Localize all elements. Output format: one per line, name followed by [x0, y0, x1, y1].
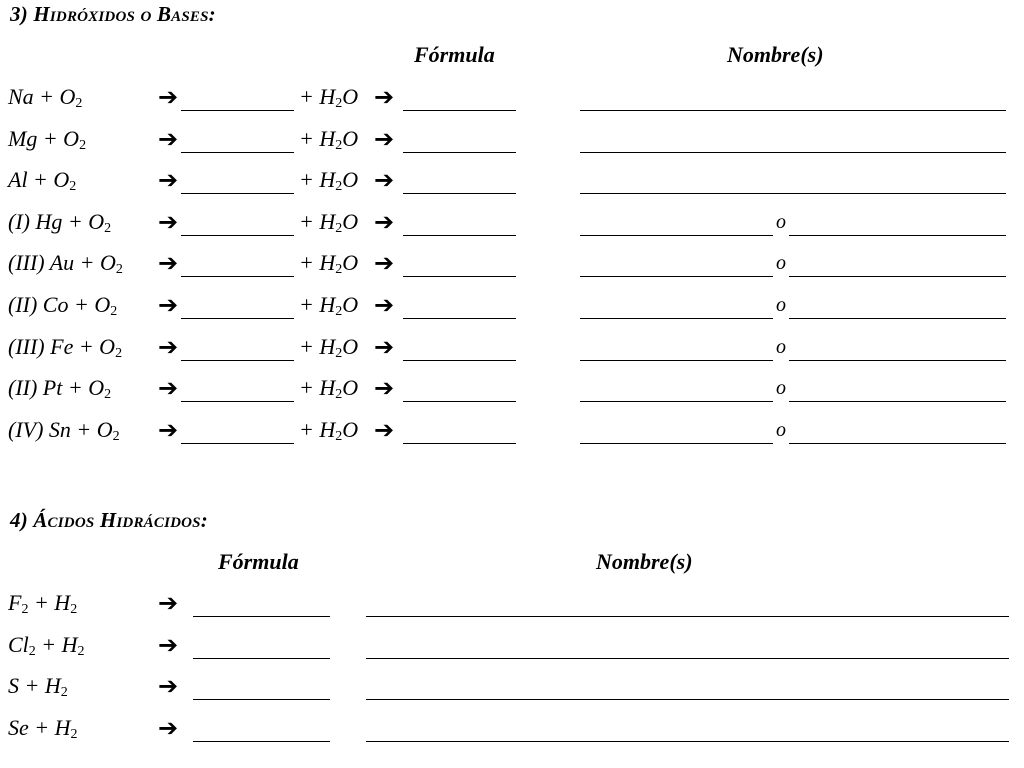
- subscript: 2: [335, 138, 343, 153]
- reactants: [8, 334, 122, 362]
- water-text: + H: [299, 417, 336, 442]
- name-blank[interactable]: [580, 167, 1006, 194]
- oxide-blank[interactable]: [181, 417, 294, 444]
- subscript: 2: [115, 262, 123, 277]
- arrow-icon: ➔: [158, 416, 179, 444]
- water-text: + H: [299, 126, 336, 151]
- subscript: 2: [112, 429, 120, 444]
- water-text: O: [342, 417, 359, 442]
- water-text: + H: [299, 250, 336, 275]
- reaction-row: [0, 126, 1024, 154]
- name-blank[interactable]: [789, 250, 1006, 277]
- reaction-row: [0, 417, 1024, 445]
- subscript: 2: [28, 644, 36, 659]
- name-blank[interactable]: [366, 632, 1009, 659]
- arrow-icon: ➔: [158, 631, 179, 659]
- name-blank[interactable]: [789, 334, 1006, 361]
- subscript: 2: [77, 644, 85, 659]
- subscript: 2: [335, 262, 343, 277]
- or-connector: o: [776, 252, 786, 274]
- reaction-row: [0, 250, 1024, 278]
- subscript: 2: [335, 346, 343, 361]
- water-text: + H: [299, 375, 336, 400]
- water-text: + H: [299, 334, 336, 359]
- subscript: 2: [70, 602, 78, 617]
- oxide-blank[interactable]: [181, 334, 294, 361]
- reactant-text: (II) Pt + O: [8, 375, 105, 400]
- reactant-text: Cl: [8, 632, 29, 657]
- water-text: O: [342, 375, 359, 400]
- name-blank[interactable]: [580, 417, 773, 444]
- reactants: [8, 417, 120, 445]
- arrow-icon: ➔: [158, 672, 179, 700]
- reactant-text: Al + O: [8, 167, 70, 192]
- oxide-blank[interactable]: [181, 126, 294, 153]
- or-connector: o: [776, 377, 786, 399]
- reactant-text: Mg + O: [8, 126, 80, 151]
- water-reactant: [299, 209, 358, 237]
- reactants: [8, 632, 85, 660]
- formula-blank[interactable]: [193, 673, 330, 700]
- arrow-icon: ➔: [374, 374, 395, 402]
- reactant-text: + H: [19, 673, 61, 698]
- reaction-row: [0, 715, 1024, 743]
- subscript: 2: [335, 179, 343, 194]
- arrow-icon: ➔: [158, 83, 179, 111]
- reactants: [8, 590, 77, 618]
- water-text: + H: [299, 292, 336, 317]
- reaction-row: [0, 292, 1024, 320]
- reactant-text: (II) Co + O: [8, 292, 111, 317]
- name-blank[interactable]: [580, 126, 1006, 153]
- reactant-text: F: [8, 590, 22, 615]
- reaction-row: [0, 209, 1024, 237]
- arrow-icon: ➔: [158, 166, 179, 194]
- water-reactant: [299, 292, 358, 320]
- formula-blank[interactable]: [193, 590, 330, 617]
- water-text: O: [342, 292, 359, 317]
- arrow-icon: ➔: [158, 714, 179, 742]
- arrow-icon: ➔: [374, 416, 395, 444]
- arrow-icon: ➔: [158, 208, 179, 236]
- arrow-icon: ➔: [158, 589, 179, 617]
- subscript: 2: [335, 96, 343, 111]
- water-text: O: [342, 126, 359, 151]
- water-text: O: [342, 209, 359, 234]
- arrow-icon: ➔: [374, 125, 395, 153]
- water-text: + H: [299, 167, 336, 192]
- arrow-icon: ➔: [374, 249, 395, 277]
- arrow-icon: ➔: [374, 166, 395, 194]
- reaction-row: [0, 375, 1024, 403]
- water-text: O: [342, 250, 359, 275]
- reaction-row: [0, 632, 1024, 660]
- name-blank[interactable]: [366, 715, 1009, 742]
- subscript: 2: [335, 221, 343, 236]
- water-text: + H: [299, 209, 336, 234]
- reactants: [8, 250, 123, 278]
- arrow-icon: ➔: [374, 208, 395, 236]
- arrow-icon: ➔: [158, 291, 179, 319]
- formula-blank[interactable]: [403, 292, 516, 319]
- subscript: 2: [110, 304, 118, 319]
- name-blank[interactable]: [789, 417, 1006, 444]
- formula-header: Fórmula: [218, 549, 299, 574]
- section-3-title: 3) Hidróxidos o Bases:: [10, 2, 216, 26]
- name-blank[interactable]: [789, 292, 1006, 319]
- water-reactant: [299, 250, 358, 278]
- subscript: 2: [335, 387, 343, 402]
- arrow-icon: ➔: [158, 333, 179, 361]
- formula-blank[interactable]: [403, 417, 516, 444]
- reaction-row: [0, 167, 1024, 195]
- reaction-row: [0, 673, 1024, 701]
- subscript: 2: [104, 221, 112, 236]
- name-blank[interactable]: [580, 334, 773, 361]
- or-connector: o: [776, 294, 786, 316]
- reaction-row: [0, 84, 1024, 112]
- oxide-blank[interactable]: [181, 84, 294, 111]
- reactant-text: (III) Fe + O: [8, 334, 116, 359]
- oxide-blank[interactable]: [181, 167, 294, 194]
- or-connector: o: [776, 419, 786, 441]
- name-blank[interactable]: [580, 292, 773, 319]
- reactant-text: + H: [35, 632, 78, 657]
- water-reactant: [299, 375, 358, 403]
- subscript: 2: [335, 304, 343, 319]
- formula-blank[interactable]: [193, 715, 330, 742]
- name-blank[interactable]: [580, 250, 773, 277]
- oxide-blank[interactable]: [181, 292, 294, 319]
- name-blank[interactable]: [366, 673, 1009, 700]
- arrow-icon: ➔: [374, 333, 395, 361]
- reactants: [8, 673, 68, 701]
- arrow-icon: ➔: [158, 249, 179, 277]
- reactants: [8, 126, 86, 154]
- oxide-blank[interactable]: [181, 250, 294, 277]
- formula-blank[interactable]: [403, 250, 516, 277]
- names-header: Nombre(s): [596, 549, 693, 574]
- reactant-text: (I) Hg + O: [8, 209, 105, 234]
- formula-blank[interactable]: [403, 84, 516, 111]
- formula-header: Fórmula: [414, 42, 495, 67]
- name-blank[interactable]: [580, 84, 1006, 111]
- water-reactant: [299, 417, 358, 445]
- reactants: [8, 209, 111, 237]
- name-blank[interactable]: [580, 375, 773, 402]
- subscript: 2: [60, 685, 68, 700]
- formula-blank[interactable]: [403, 375, 516, 402]
- or-connector: o: [776, 336, 786, 358]
- reactant-text: (III) Au + O: [8, 250, 116, 275]
- reactant-text: + H: [28, 715, 71, 740]
- name-blank[interactable]: [366, 590, 1009, 617]
- subscript: 2: [335, 429, 343, 444]
- reactants: [8, 715, 78, 743]
- reactant-text: Se: [8, 715, 29, 740]
- water-reactant: [299, 334, 358, 362]
- subscript: 2: [104, 387, 112, 402]
- subscript: 2: [70, 727, 78, 742]
- reactants: [8, 375, 111, 403]
- names-header: Nombre(s): [727, 42, 824, 67]
- subscript: 2: [115, 346, 123, 361]
- reactant-text: + H: [28, 590, 71, 615]
- reactant-text: (IV) Sn + O: [8, 417, 113, 442]
- reaction-row: [0, 334, 1024, 362]
- formula-blank[interactable]: [403, 126, 516, 153]
- oxide-blank[interactable]: [181, 209, 294, 236]
- water-text: O: [342, 334, 359, 359]
- water-reactant: [299, 167, 358, 195]
- name-blank[interactable]: [789, 209, 1006, 236]
- water-reactant: [299, 84, 358, 112]
- reaction-row: [0, 590, 1024, 618]
- section-4-title: 4) Ácidos Hidrácidos:: [10, 508, 208, 532]
- arrow-icon: ➔: [158, 374, 179, 402]
- water-text: O: [342, 167, 359, 192]
- arrow-icon: ➔: [374, 291, 395, 319]
- name-blank[interactable]: [789, 375, 1006, 402]
- reactants: [8, 292, 117, 320]
- subscript: 2: [75, 96, 83, 111]
- reactant-text: S: [8, 673, 19, 698]
- subscript: 2: [79, 138, 87, 153]
- name-blank[interactable]: [580, 209, 773, 236]
- oxide-blank[interactable]: [181, 375, 294, 402]
- reactants: [8, 167, 76, 195]
- water-text: + H: [299, 84, 336, 109]
- formula-blank[interactable]: [193, 632, 330, 659]
- or-connector: o: [776, 211, 786, 233]
- formula-blank[interactable]: [403, 167, 516, 194]
- water-reactant: [299, 126, 358, 154]
- arrow-icon: ➔: [158, 125, 179, 153]
- formula-blank[interactable]: [403, 209, 516, 236]
- subscript: 2: [69, 179, 77, 194]
- arrow-icon: ➔: [374, 83, 395, 111]
- reactants: [8, 84, 82, 112]
- water-text: O: [342, 84, 359, 109]
- subscript: 2: [21, 602, 29, 617]
- reactant-text: Na + O: [8, 84, 76, 109]
- formula-blank[interactable]: [403, 334, 516, 361]
